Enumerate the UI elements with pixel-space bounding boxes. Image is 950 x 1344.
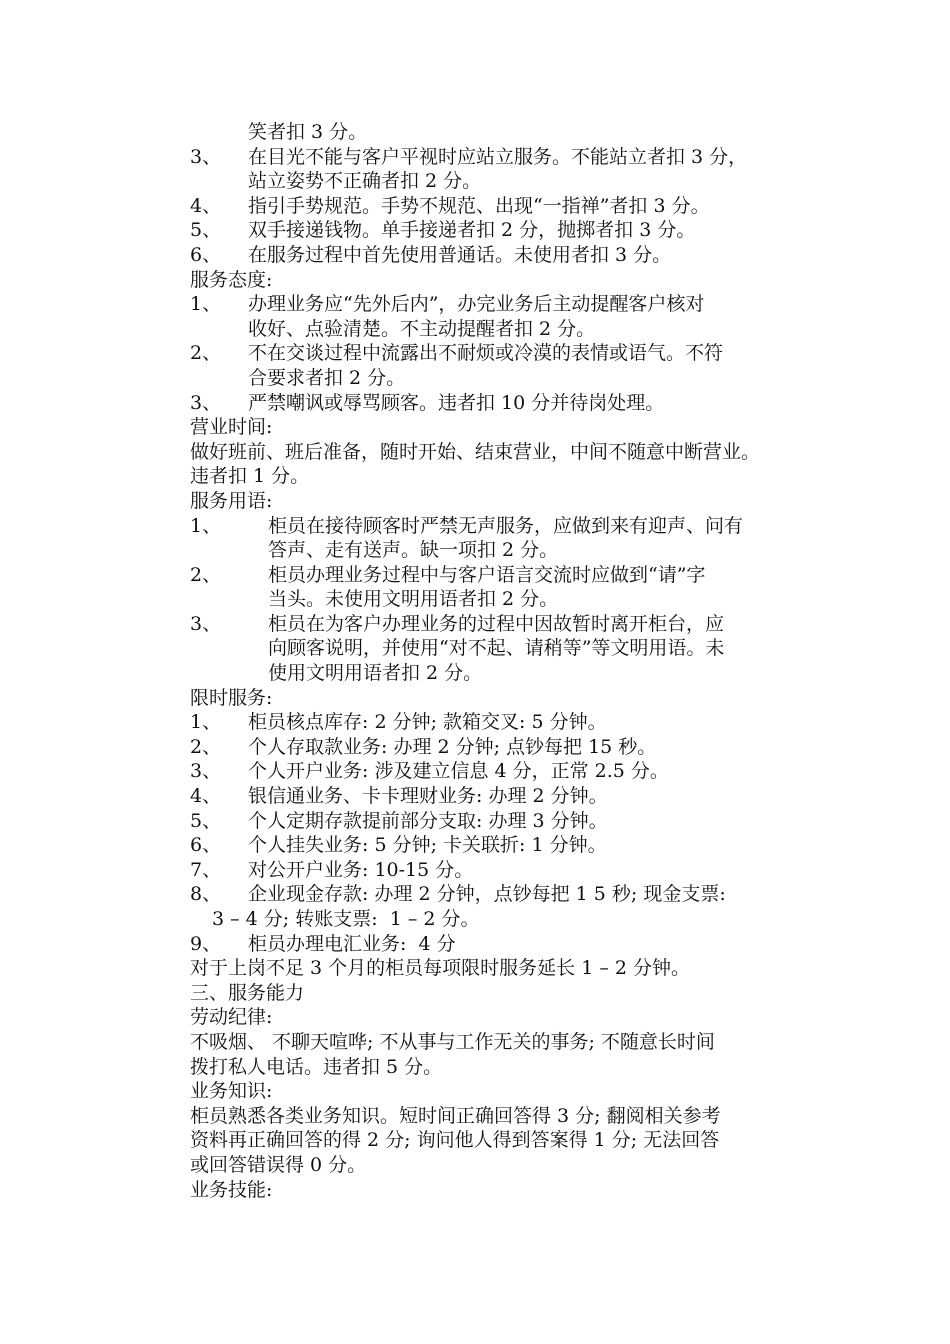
list-item-number: 9、 <box>190 932 222 955</box>
continuation-line: 使用文明用语者扣 2 分。 <box>268 662 483 685</box>
list-item-number: 1、 <box>190 711 222 734</box>
list-item-number: 3、 <box>190 391 222 414</box>
list-item <box>190 882 830 907</box>
list-item-number: 2、 <box>190 563 222 586</box>
paragraph-line: 或回答错误得 0 分。 <box>190 1153 367 1176</box>
list-item <box>190 218 830 243</box>
list-item <box>190 341 830 366</box>
list-item-text: 不在交谈过程中流露出不耐烦或冷漠的表情或语气。不符 <box>248 342 724 365</box>
continuation-line: 收好、点验清楚。不主动提醒者扣 2 分。 <box>248 317 596 340</box>
list-item-text: 柜员在接待顾客时严禁无声服务，应做到来有迎声、问有 <box>268 514 744 537</box>
list-item-text: 柜员核点库存: 2 分钟; 款箱交叉: 5 分钟。 <box>248 711 607 734</box>
list-item-number: 6、 <box>190 243 222 266</box>
paragraph-line: 拨打私人电话。违者扣 5 分。 <box>190 1055 443 1078</box>
list-item-number: 3、 <box>190 145 222 168</box>
paragraph-line: 业务知识: <box>190 1080 273 1103</box>
continuation-line: 笑者扣 3 分。 <box>248 121 368 143</box>
list-item <box>190 784 830 809</box>
document-page <box>190 120 830 1202</box>
continuation-line: 合要求者扣 2 分。 <box>248 366 406 389</box>
paragraph-line: 劳动纪律: <box>190 1006 273 1029</box>
list-item-number: 8、 <box>190 883 222 906</box>
continuation-line: 答声、走有送声。缺一项扣 2 分。 <box>268 539 559 562</box>
list-item-text: 个人挂失业务: 5 分钟; 卡关联折: 1 分钟。 <box>248 834 607 857</box>
list-item-number: 5、 <box>190 809 222 832</box>
list-item-number: 6、 <box>190 834 222 857</box>
paragraph-line: 三、服务能力 <box>190 981 305 1004</box>
list-item-number: 7、 <box>190 858 222 881</box>
list-item-number: 1、 <box>190 293 222 316</box>
list-item-text: 在目光不能与客户平视时应站立服务。不能站立者扣 3 分， <box>248 145 748 168</box>
paragraph-line: 违者扣 1 分。 <box>190 465 310 488</box>
list-item-text: 严禁嘲讽或辱骂顾客。违者扣 10 分并待岗处理。 <box>248 391 665 414</box>
list-item-number: 4、 <box>190 194 222 217</box>
list-item-text: 在服务过程中首先使用普通话。未使用者扣 3 分。 <box>248 243 672 266</box>
list-item-number: 4、 <box>190 785 222 808</box>
list-item-text: 柜员办理业务过程中与客户语言交流时应做到“请”字 <box>268 563 706 586</box>
list-item-text: 银信通业务、卡卡理财业务: 办理 2 分钟。 <box>248 785 608 808</box>
paragraph-line: 业务技能: <box>190 1178 273 1201</box>
list-item-text: 企业现金存款: 办理 2 分钟，点钞每把 1 5 秒; 现金支票: <box>248 883 726 906</box>
list-item-number: 1、 <box>190 514 222 537</box>
paragraph-line: 服务态度: <box>190 268 273 291</box>
continuation-line: 3 – 4 分; 转账支票: 1 – 2 分。 <box>212 908 480 930</box>
list-item <box>190 735 830 760</box>
list-item <box>190 194 830 219</box>
list-item-number: 2、 <box>190 735 222 758</box>
list-item <box>190 612 830 637</box>
paragraph-line: 不吸烟、 不聊天喧哗; 不从事与工作无关的事务; 不随意长时间 <box>190 1030 715 1053</box>
continuation-line: 当头。未使用文明用语者扣 2 分。 <box>268 588 559 611</box>
list-item <box>190 243 830 268</box>
list-item-text: 个人开户业务: 涉及建立信息 4 分，正常 2.5 分。 <box>248 760 669 783</box>
list-item-text: 双手接递钱物。单手接递者扣 2 分，抛掷者扣 3 分。 <box>248 219 696 242</box>
list-item <box>190 858 830 883</box>
paragraph-line: 柜员熟悉各类业务知识。短时间正确回答得 3 分; 翻阅相关参考 <box>190 1104 721 1127</box>
paragraph-line: 资料再正确回答的得 2 分; 询问他人得到答案得 1 分; 无法回答 <box>190 1129 720 1152</box>
paragraph-line: 营业时间: <box>190 416 273 439</box>
list-item-number: 2、 <box>190 342 222 365</box>
list-item <box>190 292 830 317</box>
list-item <box>190 563 830 588</box>
list-item <box>190 145 830 170</box>
list-item-text: 柜员办理电汇业务: 4 分 <box>248 932 456 955</box>
list-item <box>190 759 830 784</box>
list-item <box>190 932 830 957</box>
list-item-number: 5、 <box>190 219 222 242</box>
list-item-text: 办理业务应“先外后内”，办完业务后主动提醒客户核对 <box>248 293 705 316</box>
list-item-text: 个人定期存款提前部分支取: 办理 3 分钟。 <box>248 809 608 832</box>
paragraph-line: 限时服务: <box>190 686 273 709</box>
list-item <box>190 809 830 834</box>
paragraph-line: 做好班前、班后准备，随时开始、结束营业，中间不随意中断营业。 <box>190 440 761 463</box>
paragraph-line: 对于上岗不足 3 个月的柜员每项限时服务延长 1 – 2 分钟。 <box>190 957 691 980</box>
list-item <box>190 710 830 735</box>
list-item-text: 个人存取款业务: 办理 2 分钟; 点钞每把 15 秒。 <box>248 735 657 758</box>
list-item <box>190 514 830 539</box>
list-item-text: 指引手势规范。手势不规范、出现“一指禅”者扣 3 分。 <box>248 194 710 217</box>
paragraph-line: 服务用语: <box>190 489 273 512</box>
list-item <box>190 391 830 416</box>
list-item-number: 3、 <box>190 612 222 635</box>
list-item-text: 对公开户业务: 10-15 分。 <box>248 858 474 881</box>
continuation-line: 站立姿势不正确者扣 2 分。 <box>248 170 482 193</box>
continuation-line: 向顾客说明，并使用“对不起、请稍等”等文明用语。未 <box>268 637 725 660</box>
list-item <box>190 833 830 858</box>
list-item-text: 柜员在为客户办理业务的过程中因故暂时离开柜台，应 <box>268 612 725 635</box>
list-item-number: 3、 <box>190 760 222 783</box>
